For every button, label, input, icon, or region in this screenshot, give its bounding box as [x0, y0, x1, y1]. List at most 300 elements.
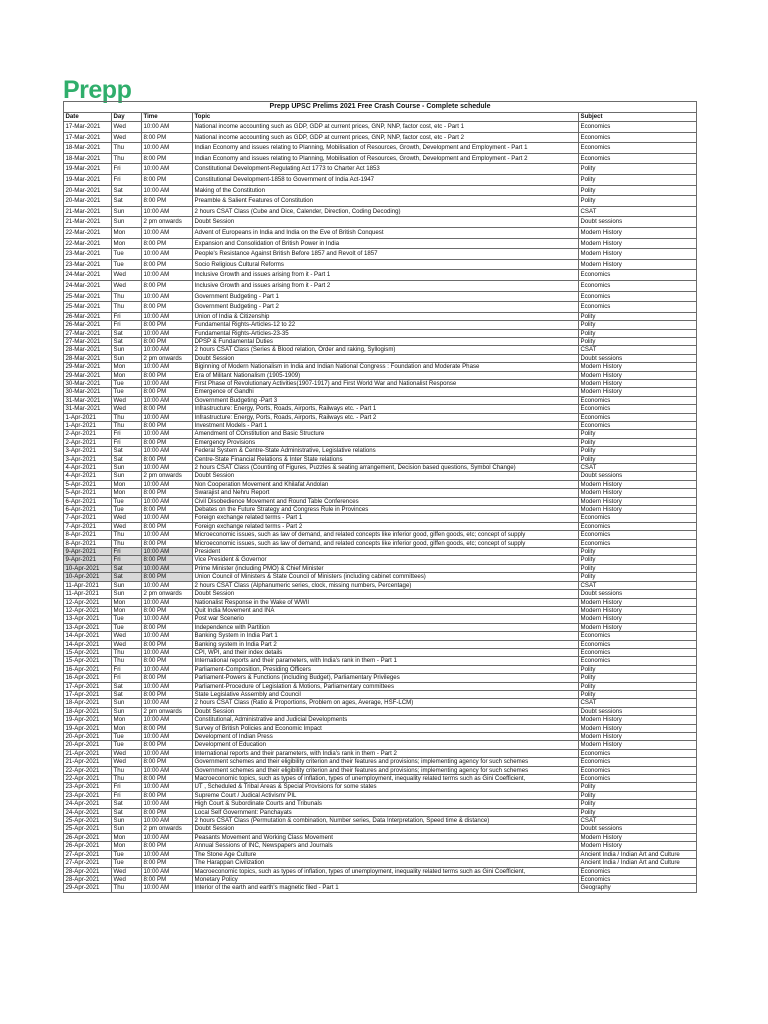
subject-cell: Polity: [579, 447, 697, 455]
date-cell: 15-Apr-2021: [64, 648, 112, 656]
day-cell: Sat: [112, 455, 142, 463]
subject-cell: Economics: [579, 153, 697, 164]
date-cell: 31-Mar-2021: [64, 396, 112, 404]
subject-cell: Economics: [579, 396, 697, 404]
topic-cell: UT , Scheduled & Tribal Areas & Special Provisions for some states: [193, 783, 579, 791]
table-row: [64, 270, 697, 281]
subject-cell: Economics: [579, 531, 697, 539]
date-cell: 18-Mar-2021: [64, 153, 112, 164]
topic-cell: Doubt Session: [193, 217, 579, 228]
date-cell: 19-Mar-2021: [64, 174, 112, 185]
date-cell: 28-Apr-2021: [64, 867, 112, 875]
day-cell: Mon: [112, 833, 142, 841]
day-cell: Wed: [112, 640, 142, 648]
date-cell: 22-Mar-2021: [64, 227, 112, 238]
subject-cell: Economics: [579, 749, 697, 757]
topic-cell: Quit India Movement and INA: [193, 606, 579, 614]
topic-cell: Macroeconomic topics, such as types of inflation, types of unemployment, inequality related terms such as Gini Coefficient,: [193, 775, 579, 783]
day-cell: Thu: [112, 143, 142, 154]
table-row: [64, 640, 697, 648]
subject-cell: Polity: [579, 674, 697, 682]
table-row: [64, 548, 697, 556]
schedule-rows: [64, 122, 697, 893]
date-cell: 18-Apr-2021: [64, 707, 112, 715]
topic-cell: Preamble & Salient Features of Constitution: [193, 196, 579, 207]
day-cell: Sat: [112, 690, 142, 698]
date-cell: 26-Apr-2021: [64, 833, 112, 841]
date-cell: 30-Mar-2021: [64, 379, 112, 387]
subject-cell: Economics: [579, 539, 697, 547]
date-cell: 17-Apr-2021: [64, 682, 112, 690]
topic-cell: Emergence of Gandhi: [193, 388, 579, 396]
time-cell: 8:00 PM: [142, 506, 193, 514]
subject-cell: Polity: [579, 791, 697, 799]
table-row: [64, 539, 697, 547]
date-cell: 3-Apr-2021: [64, 455, 112, 463]
table-row: [64, 564, 697, 572]
day-cell: Tue: [112, 497, 142, 505]
table-row: [64, 174, 697, 185]
day-cell: Sat: [112, 196, 142, 207]
date-cell: 24-Mar-2021: [64, 270, 112, 281]
topic-cell: Debates on the Future Strategy and Congress Rule in Provinces: [193, 506, 579, 514]
subject-cell: CSAT: [579, 699, 697, 707]
date-cell: 21-Apr-2021: [64, 749, 112, 757]
topic-cell: Prime Minister (including PMO) & Chief Minister: [193, 564, 579, 572]
subject-cell: Polity: [579, 430, 697, 438]
table-row: [64, 590, 697, 598]
day-cell: Thu: [112, 648, 142, 656]
table-row: [64, 413, 697, 421]
time-cell: 10:00 AM: [142, 363, 193, 371]
time-cell: 10:00 AM: [142, 227, 193, 238]
topic-cell: Expansion and Consolidation of British Power in India: [193, 238, 579, 249]
topic-cell: High Court & Subordinate Courts and Tribunals: [193, 800, 579, 808]
table-row: [64, 699, 697, 707]
day-cell: Tue: [112, 850, 142, 858]
date-cell: 12-Apr-2021: [64, 598, 112, 606]
table-row: [64, 833, 697, 841]
subject-cell: Modern History: [579, 238, 697, 249]
time-cell: 10:00 AM: [142, 648, 193, 656]
time-cell: 8:00 PM: [142, 775, 193, 783]
table-row: [64, 632, 697, 640]
table-row: [64, 674, 697, 682]
time-cell: 2 pm onwards: [142, 472, 193, 480]
table-row: [64, 447, 697, 455]
day-cell: Thu: [112, 531, 142, 539]
time-cell: 8:00 PM: [142, 196, 193, 207]
day-cell: Fri: [112, 164, 142, 175]
time-cell: 10:00 AM: [142, 514, 193, 522]
date-cell: 9-Apr-2021: [64, 556, 112, 564]
day-cell: Thu: [112, 153, 142, 164]
time-cell: 10:00 AM: [142, 817, 193, 825]
topic-cell: Investment Models - Part 1: [193, 421, 579, 429]
time-cell: 8:00 PM: [142, 522, 193, 530]
subject-cell: Modern History: [579, 506, 697, 514]
table-row: [64, 164, 697, 175]
time-cell: 10:00 AM: [142, 396, 193, 404]
time-cell: 10:00 AM: [142, 749, 193, 757]
topic-cell: President: [193, 548, 579, 556]
topic-cell: DPSP & Fundamental Duties: [193, 337, 579, 345]
subject-cell: Modern History: [579, 842, 697, 850]
subject-cell: CSAT: [579, 581, 697, 589]
table-row: [64, 850, 697, 858]
subject-cell: Economics: [579, 875, 697, 883]
date-cell: 2-Apr-2021: [64, 430, 112, 438]
subject-cell: Economics: [579, 291, 697, 302]
day-cell: Fri: [112, 674, 142, 682]
time-cell: 10:00 AM: [142, 291, 193, 302]
time-cell: 10:00 AM: [142, 867, 193, 875]
time-cell: 8:00 PM: [142, 690, 193, 698]
subject-cell: Doubt sessions: [579, 590, 697, 598]
time-cell: 10:00 AM: [142, 447, 193, 455]
date-cell: 26-Mar-2021: [64, 312, 112, 320]
time-cell: 10:00 AM: [142, 464, 193, 472]
subject-cell: Economics: [579, 758, 697, 766]
topic-cell: Parliament-Powers & Functions (including Budget), Parliamentary Privileges: [193, 674, 579, 682]
topic-cell: Annual Sessions of INC, Newspapers and Journals: [193, 842, 579, 850]
subject-cell: Economics: [579, 514, 697, 522]
topic-cell: The Harappan Civilization: [193, 859, 579, 867]
topic-cell: 2 hours CSAT Class (Alphanumeric series, clock, missing numbers, Percentage): [193, 581, 579, 589]
topic-cell: Amendment of COnstitution and Basic Structure: [193, 430, 579, 438]
subject-cell: Polity: [579, 665, 697, 673]
day-cell: Sun: [112, 472, 142, 480]
date-cell: 25-Mar-2021: [64, 302, 112, 313]
day-cell: Wed: [112, 758, 142, 766]
table-row: [64, 791, 697, 799]
topic-cell: Government Budgeting -Part 3: [193, 396, 579, 404]
day-cell: Mon: [112, 489, 142, 497]
table-row: [64, 354, 697, 362]
topic-cell: Infrastructure: Energy, Ports, Roads, Airports, Railways etc. - Part 2: [193, 413, 579, 421]
table-row: [64, 321, 697, 329]
subject-cell: Polity: [579, 556, 697, 564]
topic-cell: Peasants Movement and Working Class Movement: [193, 833, 579, 841]
day-cell: Mon: [112, 363, 142, 371]
table-row: [64, 480, 697, 488]
subject-cell: Modern History: [579, 227, 697, 238]
date-cell: 26-Mar-2021: [64, 321, 112, 329]
table-row: [64, 875, 697, 883]
time-cell: 8:00 PM: [142, 421, 193, 429]
topic-cell: Supreme Court / Judical Activism/ PIL: [193, 791, 579, 799]
time-cell: 8:00 PM: [142, 455, 193, 463]
table-row: [64, 455, 697, 463]
subject-cell: Polity: [579, 312, 697, 320]
table-row: [64, 800, 697, 808]
date-cell: 23-Apr-2021: [64, 791, 112, 799]
subject-cell: Modern History: [579, 615, 697, 623]
subject-cell: Polity: [579, 164, 697, 175]
time-cell: 10:00 AM: [142, 379, 193, 387]
subject-cell: Modern History: [579, 623, 697, 631]
topic-cell: Doubt Session: [193, 825, 579, 833]
time-cell: 8:00 PM: [142, 238, 193, 249]
day-cell: Wed: [112, 514, 142, 522]
date-cell: 13-Apr-2021: [64, 615, 112, 623]
topic-cell: Inclusive Growth and issues arising from it - Part 1: [193, 270, 579, 281]
topic-cell: Foreign exchange related terms - Part 2: [193, 522, 579, 530]
topic-cell: 2 hours CSAT Class (Ratio & Proportions, Problem on ages, Average, HSF-LCM): [193, 699, 579, 707]
topic-cell: 2 hours CSAT Class (Counting of Figures, Puzzles & seating arrangement, Decision based questions, Symbol Change): [193, 464, 579, 472]
subject-cell: Modern History: [579, 733, 697, 741]
day-cell: Wed: [112, 132, 142, 143]
day-cell: Thu: [112, 413, 142, 421]
day-cell: Sun: [112, 346, 142, 354]
day-cell: Sat: [112, 800, 142, 808]
day-cell: Mon: [112, 480, 142, 488]
subject-cell: Polity: [579, 682, 697, 690]
time-cell: 8:00 PM: [142, 724, 193, 732]
day-cell: Sun: [112, 464, 142, 472]
day-cell: Wed: [112, 875, 142, 883]
topic-cell: Socio Religious Cultural Reforms: [193, 259, 579, 270]
date-cell: 17-Apr-2021: [64, 690, 112, 698]
subject-cell: Ancient India / Indian Art and Culture: [579, 859, 697, 867]
time-cell: 10:00 AM: [142, 615, 193, 623]
topic-cell: Banking System in India Part 1: [193, 632, 579, 640]
time-cell: 10:00 AM: [142, 164, 193, 175]
topic-cell: Development of Education: [193, 741, 579, 749]
time-cell: 10:00 AM: [142, 185, 193, 196]
topic-cell: Infrastructure: Energy, Ports, Roads, Airports, Railways etc. - Part 1: [193, 405, 579, 413]
date-cell: 11-Apr-2021: [64, 581, 112, 589]
time-cell: 8:00 PM: [142, 438, 193, 446]
table-row: [64, 329, 697, 337]
schedule-sheet: [63, 101, 696, 893]
day-cell: Tue: [112, 249, 142, 260]
topic-cell: Constitutional Development-Regulating Act 1773 to Charter Act 1853: [193, 164, 579, 175]
time-cell: 8:00 PM: [142, 606, 193, 614]
time-cell: 2 pm onwards: [142, 825, 193, 833]
time-cell: 10:00 AM: [142, 581, 193, 589]
day-cell: Sat: [112, 329, 142, 337]
day-cell: Thu: [112, 657, 142, 665]
column-header-day: Day: [112, 113, 142, 122]
subject-cell: CSAT: [579, 464, 697, 472]
table-row: [64, 227, 697, 238]
time-cell: 10:00 AM: [142, 249, 193, 260]
date-cell: 7-Apr-2021: [64, 514, 112, 522]
topic-cell: International reports and their parameters, with India's rank in them - Part 1: [193, 657, 579, 665]
topic-cell: Government schemes and their eligibility criterion and their features and provisions; implementing agency for such schemes: [193, 758, 579, 766]
column-header-topic: Topic: [193, 113, 579, 122]
day-cell: Thu: [112, 539, 142, 547]
date-cell: 28-Apr-2021: [64, 875, 112, 883]
day-cell: Fri: [112, 430, 142, 438]
subject-cell: Doubt sessions: [579, 825, 697, 833]
table-row: [64, 438, 697, 446]
day-cell: Fri: [112, 548, 142, 556]
topic-cell: Independence with Partition: [193, 623, 579, 631]
date-cell: 24-Mar-2021: [64, 280, 112, 291]
time-cell: 8:00 PM: [142, 405, 193, 413]
day-cell: Wed: [112, 522, 142, 530]
time-cell: 8:00 PM: [142, 280, 193, 291]
day-cell: Mon: [112, 842, 142, 850]
day-cell: Sun: [112, 217, 142, 228]
time-cell: 8:00 PM: [142, 371, 193, 379]
topic-cell: Indian Economy and issues relating to Planning, Mobilisation of Resources, Growth, Development and Employment - Part 1: [193, 143, 579, 154]
day-cell: Sat: [112, 573, 142, 581]
table-row: [64, 556, 697, 564]
time-cell: 10:00 AM: [142, 143, 193, 154]
prepp-logo: Prepp: [63, 76, 132, 104]
subject-cell: Modern History: [579, 598, 697, 606]
topic-cell: Post war Scenerio: [193, 615, 579, 623]
date-cell: 23-Mar-2021: [64, 249, 112, 260]
subject-cell: Doubt sessions: [579, 472, 697, 480]
date-cell: 18-Apr-2021: [64, 699, 112, 707]
day-cell: Sun: [112, 354, 142, 362]
day-cell: Fri: [112, 556, 142, 564]
day-cell: Sun: [112, 590, 142, 598]
table-row: [64, 825, 697, 833]
table-row: [64, 842, 697, 850]
subject-cell: Modern History: [579, 716, 697, 724]
day-cell: Sat: [112, 682, 142, 690]
topic-cell: National income accounting such as GDP, GDP at current prices, GNP, NNP, factor cost, etc - Part 2: [193, 132, 579, 143]
day-cell: Sat: [112, 185, 142, 196]
day-cell: Wed: [112, 270, 142, 281]
subject-cell: Economics: [579, 522, 697, 530]
table-row: [64, 623, 697, 631]
day-cell: Wed: [112, 396, 142, 404]
subject-cell: Polity: [579, 548, 697, 556]
day-cell: Tue: [112, 615, 142, 623]
topic-cell: Vice President & Governor: [193, 556, 579, 564]
date-cell: 25-Apr-2021: [64, 817, 112, 825]
table-row: [64, 497, 697, 505]
time-cell: 8:00 PM: [142, 153, 193, 164]
subject-cell: Polity: [579, 783, 697, 791]
subject-cell: Economics: [579, 648, 697, 656]
date-cell: 29-Apr-2021: [64, 884, 112, 892]
date-cell: 10-Apr-2021: [64, 573, 112, 581]
table-row: [64, 405, 697, 413]
time-cell: 8:00 PM: [142, 302, 193, 313]
topic-cell: Banking system in India Part 2: [193, 640, 579, 648]
table-row: [64, 690, 697, 698]
topic-cell: Parliament-Composition, Presiding Officers: [193, 665, 579, 673]
subject-cell: Economics: [579, 775, 697, 783]
time-cell: 10:00 AM: [142, 800, 193, 808]
day-cell: Sun: [112, 581, 142, 589]
day-cell: Mon: [112, 371, 142, 379]
date-cell: 27-Apr-2021: [64, 850, 112, 858]
subject-cell: Polity: [579, 438, 697, 446]
table-row: [64, 396, 697, 404]
time-cell: 10:00 AM: [142, 564, 193, 572]
subject-cell: Economics: [579, 766, 697, 774]
time-cell: 8:00 PM: [142, 791, 193, 799]
time-cell: 8:00 PM: [142, 842, 193, 850]
table-row: [64, 716, 697, 724]
day-cell: Sat: [112, 564, 142, 572]
topic-cell: Union Council of Ministers & State Council of Ministers (including cabinet committees): [193, 573, 579, 581]
time-cell: 8:00 PM: [142, 808, 193, 816]
time-cell: 10:00 AM: [142, 206, 193, 217]
day-cell: Sun: [112, 707, 142, 715]
day-cell: Thu: [112, 421, 142, 429]
date-cell: 25-Mar-2021: [64, 291, 112, 302]
table-row: [64, 363, 697, 371]
subject-cell: Modern History: [579, 833, 697, 841]
day-cell: Mon: [112, 724, 142, 732]
date-cell: 11-Apr-2021: [64, 590, 112, 598]
date-cell: 14-Apr-2021: [64, 632, 112, 640]
time-cell: 10:00 AM: [142, 531, 193, 539]
date-cell: 19-Mar-2021: [64, 164, 112, 175]
day-cell: Tue: [112, 506, 142, 514]
subject-cell: Economics: [579, 867, 697, 875]
table-row: [64, 206, 697, 217]
time-cell: 10:00 AM: [142, 716, 193, 724]
subject-cell: Modern History: [579, 388, 697, 396]
subject-cell: Economics: [579, 270, 697, 281]
column-header-subject: Subject: [579, 113, 697, 122]
table-row: [64, 346, 697, 354]
date-cell: 2-Apr-2021: [64, 438, 112, 446]
time-cell: 10:00 AM: [142, 833, 193, 841]
subject-cell: Polity: [579, 321, 697, 329]
topic-cell: Era of Militant Nationalism (1905-1909): [193, 371, 579, 379]
time-cell: 10:00 AM: [142, 783, 193, 791]
table-row: [64, 421, 697, 429]
table-row: [64, 185, 697, 196]
table-row: [64, 682, 697, 690]
table-row: [64, 132, 697, 143]
time-cell: 10:00 AM: [142, 346, 193, 354]
day-cell: Mon: [112, 227, 142, 238]
topic-cell: 2 hours CSAT Class (Permutation & combination, Number series, Data Interpretation, Speed time & distance): [193, 817, 579, 825]
day-cell: Fri: [112, 312, 142, 320]
topic-cell: Doubt Session: [193, 707, 579, 715]
table-row: [64, 122, 697, 133]
topic-cell: Doubt Session: [193, 354, 579, 362]
date-cell: 29-Mar-2021: [64, 371, 112, 379]
date-cell: 18-Mar-2021: [64, 143, 112, 154]
time-cell: 10:00 AM: [142, 598, 193, 606]
day-cell: Wed: [112, 749, 142, 757]
date-cell: 20-Apr-2021: [64, 733, 112, 741]
day-cell: Thu: [112, 291, 142, 302]
table-row: [64, 859, 697, 867]
time-cell: 8:00 PM: [142, 657, 193, 665]
time-cell: 8:00 PM: [142, 132, 193, 143]
topic-cell: Fundamental Rights-Articles-12 to 22: [193, 321, 579, 329]
date-cell: 29-Mar-2021: [64, 363, 112, 371]
time-cell: 8:00 PM: [142, 337, 193, 345]
time-cell: 10:00 AM: [142, 430, 193, 438]
date-cell: 27-Mar-2021: [64, 329, 112, 337]
subject-cell: Economics: [579, 143, 697, 154]
subject-cell: Economics: [579, 302, 697, 313]
subject-cell: Polity: [579, 690, 697, 698]
subject-cell: Polity: [579, 185, 697, 196]
topic-cell: Indian Economy and issues relating to Planning, Mobilisation of Resources, Growth, Development and Employment - Part 2: [193, 153, 579, 164]
date-cell: 20-Mar-2021: [64, 196, 112, 207]
topic-cell: Nationalist Response in the Wake of WWII: [193, 598, 579, 606]
topic-cell: Non Cooperation Movement and Khilafat Andolan: [193, 480, 579, 488]
day-cell: Thu: [112, 775, 142, 783]
table-row: [64, 238, 697, 249]
